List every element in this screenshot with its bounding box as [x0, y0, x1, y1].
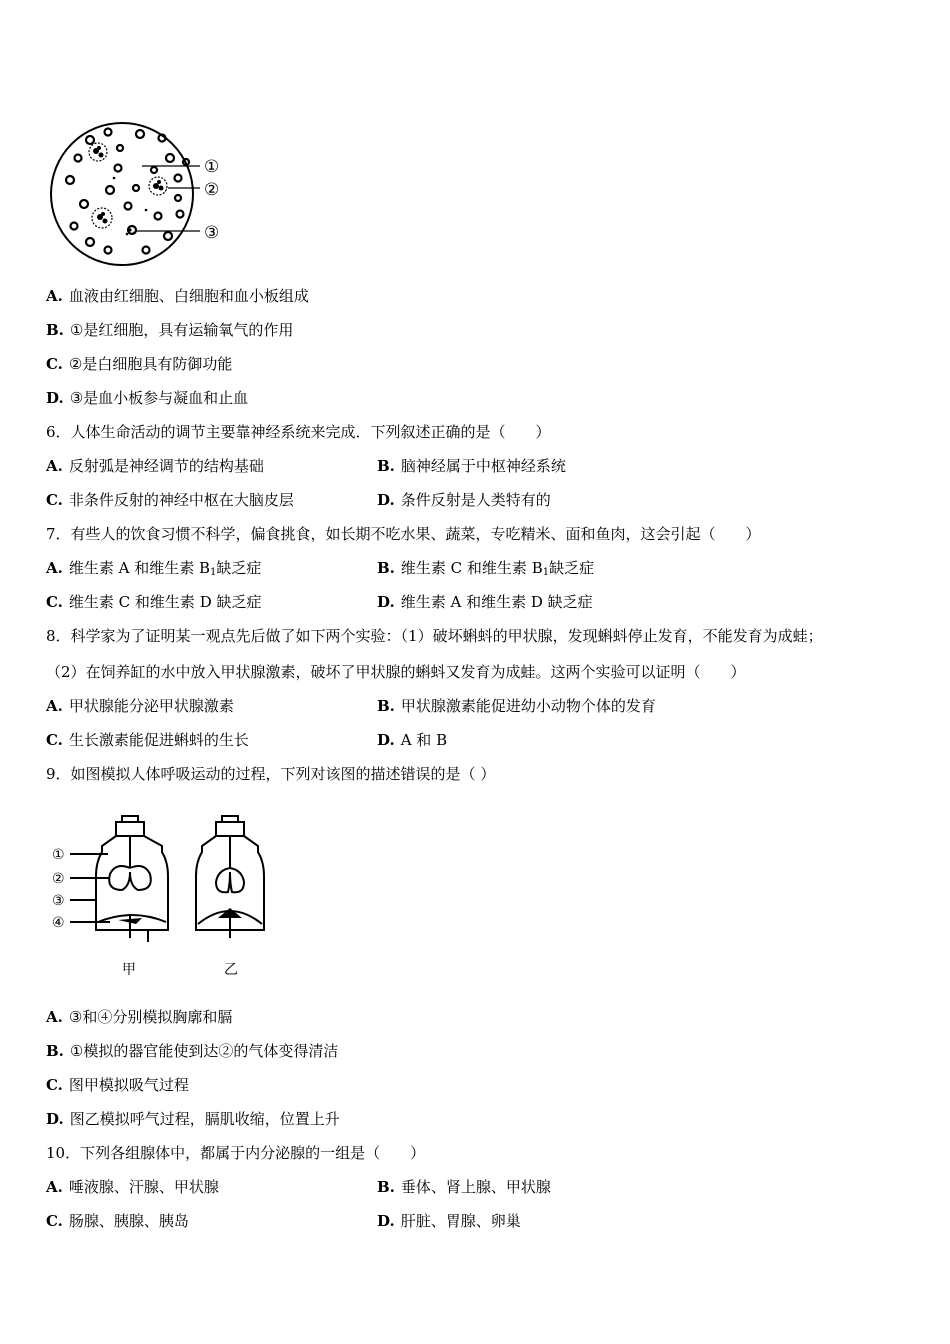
q6-option-d: D. 条件反射是人类特有的	[377, 491, 551, 509]
q7-options-row1	[46, 558, 595, 583]
q7-option-a: A. 维生素 A 和维生素 $B_1$缺乏症	[46, 559, 262, 578]
q10-stem: 10．下列各组腺体中，都属于内分泌腺的一组是（ ）	[46, 1144, 426, 1162]
q6-option-a: A. 反射弧是神经调节的结构基础	[46, 457, 264, 475]
q5-option-a: A. 血液由红细胞、白细胞和血小板组成	[46, 287, 309, 305]
q9-option-d: D. 图乙模拟呼气过程，膈肌收缩，位置上升	[46, 1110, 340, 1128]
q8-options-row1	[46, 696, 656, 716]
marker-2: ②	[52, 871, 65, 887]
marker-4: ④	[52, 915, 65, 931]
q10-option-d: D. 肝脏、胃腺、卵巢	[377, 1212, 521, 1230]
caption-jia: 甲	[122, 962, 136, 978]
q8-option-b: B. 甲状腺激素能促进幼小动物个体的发育	[377, 697, 656, 715]
q10-option-b: B. 垂体、肾上腺、甲状腺	[377, 1178, 551, 1196]
q7-stem: 7．有些人的饮食习惯不科学，偏食挑食，如长期不吃水果、蔬菜，专吃精米、面和鱼肉，这会引起（ ）	[46, 525, 761, 543]
q6-options-row1	[46, 456, 566, 476]
blood-smear-figure	[50, 118, 240, 268]
q8-option-d: D. A 和 B	[377, 731, 448, 749]
q5-option-c: C. ②是白细胞具有防御功能	[46, 355, 233, 373]
q9-option-c: C. 图甲模拟吸气过程	[46, 1076, 189, 1094]
q9-option-a: A. ③和④分别模拟胸廓和膈	[46, 1008, 233, 1026]
q8-options-row2	[46, 730, 448, 750]
q6-options-row2	[46, 490, 551, 510]
q6-option-c: C. 非条件反射的神经中枢在大脑皮层	[46, 491, 294, 509]
caption-yi: 乙	[224, 962, 238, 978]
q8-option-c: C. 生长激素能促进蝌蚪的生长	[46, 731, 249, 749]
label-2: ②	[204, 180, 220, 200]
q8-option-a: A. 甲状腺能分泌甲状腺激素	[46, 697, 234, 715]
q10-options-row1	[46, 1177, 551, 1197]
label-3: ③	[204, 223, 220, 243]
q6-stem: 6．人体生命活动的调节主要靠神经系统来完成．下列叙述正确的是（ ）	[46, 423, 551, 441]
q5-option-b: B. ①是红细胞，具有运输氧气的作用	[46, 321, 294, 339]
q7-options-row2	[46, 592, 593, 612]
q7-option-b: B. 维生素 C 和维生素 $B_1$缺乏症	[377, 559, 595, 578]
marker-3: ③	[52, 893, 65, 909]
q9-option-b: B. ①模拟的器官能使到达②的气体变得清洁	[46, 1042, 339, 1060]
q7-option-d: D. 维生素 A 和维生素 D 缺乏症	[377, 593, 593, 611]
label-1: ①	[204, 157, 220, 177]
q8-stem-line2: （2）在饲养缸的水中放入甲状腺激素，破坏了甲状腺的蝌蚪又发育为成蛙。这两个实验可以证明（ ）	[46, 663, 746, 681]
q5-option-d: D. ③是血小板参与凝血和止血	[46, 389, 249, 407]
breathing-model-figure	[50, 812, 280, 984]
q10-option-c: C. 肠腺、胰腺、胰岛	[46, 1212, 189, 1230]
q6-option-b: B. 脑神经属于中枢神经系统	[377, 457, 566, 475]
q10-options-row2	[46, 1211, 521, 1231]
q10-option-a: A. 唾液腺、汗腺、甲状腺	[46, 1178, 219, 1196]
q7-option-c: C. 维生素 C 和维生素 D 缺乏症	[46, 593, 262, 611]
q8-stem-line1: 8．科学家为了证明某一观点先后做了如下两个实验：（1）破坏蝌蚪的甲状腺，发现蝌蚪停止发育，不能发育为成蛙；	[46, 627, 823, 645]
marker-1: ①	[52, 847, 65, 863]
q9-stem: 9．如图模拟人体呼吸运动的过程，下列对该图的描述错误的是（ ）	[46, 765, 496, 783]
